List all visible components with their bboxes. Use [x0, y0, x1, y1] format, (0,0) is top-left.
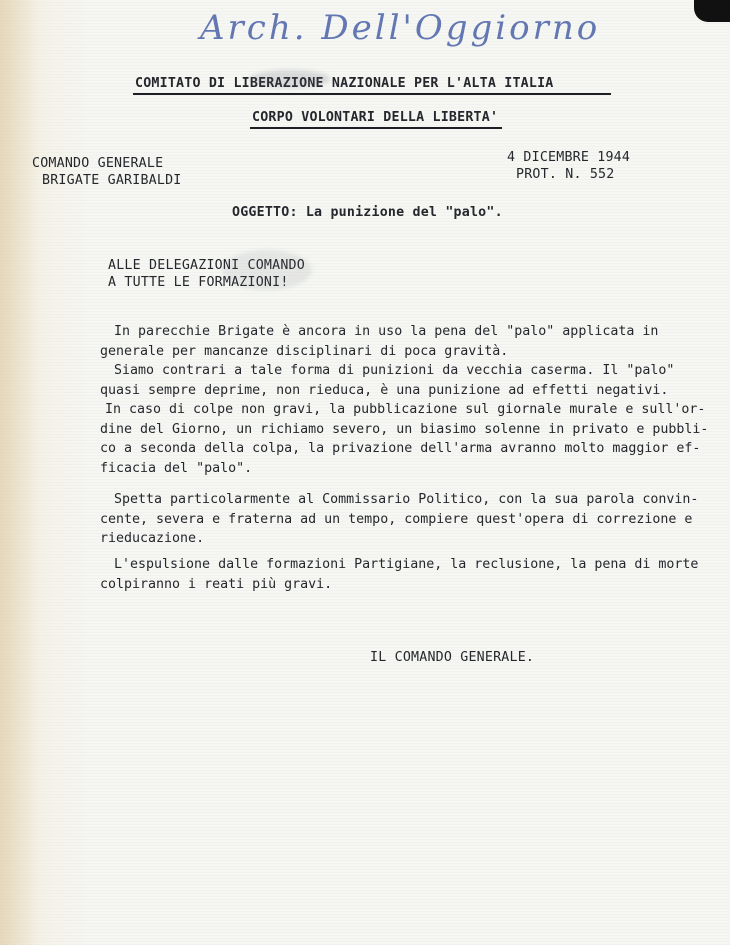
header-underline: [133, 93, 611, 95]
recipients-line-2: A TUTTE LE FORMAZIONI!: [108, 275, 289, 290]
document-date: 4 DICEMBRE 1944: [507, 150, 631, 165]
body-line: Spetta particolarmente al Commissario Politico, con la sua parola convin-: [114, 492, 699, 507]
body-line: dine del Giorno, un richiamo severo, un biasimo solenne in privato e pubbli-: [100, 421, 709, 437]
body-paragraph-2: [100, 490, 699, 549]
body-line: In parecchie Brigate è ancora in uso la pena del "palo" applicata in: [114, 324, 659, 339]
recipients-line-1: ALLE DELEGAZIONI COMANDO: [108, 258, 305, 273]
body-line: L'espulsione dalle formazioni Partigiane, la reclusione, la pena di morte: [114, 557, 699, 572]
protocol-number: PROT. N. 552: [516, 167, 615, 182]
body-paragraph-3: [100, 555, 699, 594]
body-line: In caso di colpe non gravi, la pubblicazione sul giornale murale e sull'or-: [105, 402, 706, 417]
ink-blot: [694, 0, 730, 22]
signature-line: IL COMANDO GENERALE.: [370, 650, 535, 665]
header-organization: COMITATO DI LIBERAZIONE NAZIONALE PER L'ALTA ITALIA: [135, 76, 554, 91]
ink-smudge: [222, 250, 312, 290]
handwritten-annotation: Arch. Dell'Oggiorno: [200, 8, 601, 48]
body-line: co a seconda della colpa, la privazione dell'arma avranno molto maggior ef-: [100, 441, 701, 456]
sender-line-1: COMANDO GENERALE: [32, 156, 164, 171]
body-line: quasi sempre deprime, non rieduca, è una punizione ad effetti negativi.: [100, 382, 669, 398]
body-line: generale per mancanze disciplinari di poca gravità.: [100, 343, 509, 359]
body-line: rieducazione.: [100, 531, 205, 546]
body-line: cente, severa e fraterna ad un tempo, compiere quest'opera di correzione e: [100, 511, 693, 527]
corps-underline: [250, 127, 502, 129]
body-line: Siamo contrari a tale forma di punizioni da vecchia caserma. Il "palo": [114, 363, 675, 378]
subject-line: OGGETTO: La punizione del "palo".: [232, 205, 503, 220]
body-paragraph-1: [100, 322, 709, 478]
body-line: colpiranno i reati più gravi.: [100, 576, 333, 592]
body-line: ficacia del "palo".: [100, 460, 253, 476]
ink-smudge: [250, 70, 330, 88]
header-corps: CORPO VOLONTARI DELLA LIBERTA': [252, 110, 499, 125]
sender-line-2: BRIGATE GARIBALDI: [42, 173, 182, 188]
